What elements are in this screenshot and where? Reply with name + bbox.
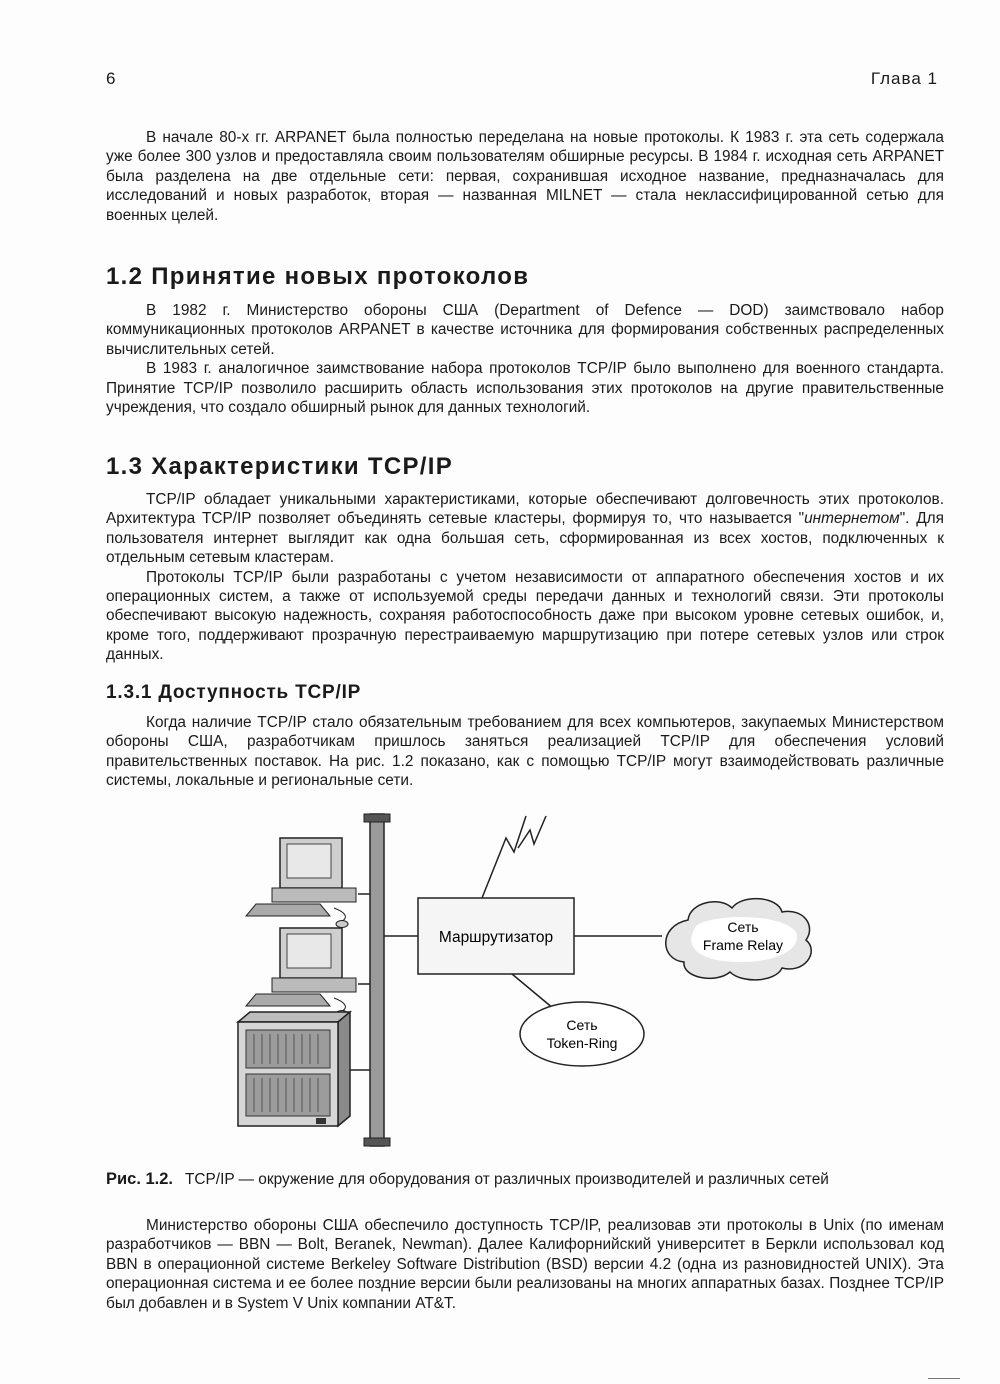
frame-relay-label-line1: Сеть bbox=[727, 919, 759, 935]
mainframe-icon bbox=[238, 1012, 350, 1126]
section-heading-1-2: 1.2 Принятие новых протоколов bbox=[106, 263, 530, 290]
footer-rule bbox=[928, 1378, 960, 1379]
section-1-3-1-body bbox=[106, 713, 944, 791]
paragraph: В 1982 г. Министерство обороны США (Department of Defence — DOD) заимствовало набор коммуникационных протоколов ARPANET в качестве источника для формирования собственных распределенных вычислительных сетей. bbox=[106, 302, 944, 358]
frame-relay-label-line2: Frame Relay bbox=[702, 937, 784, 953]
network-backbone bbox=[364, 814, 390, 1146]
workstation-icon bbox=[246, 838, 356, 928]
figure-caption-label: Рис. 1.2. bbox=[106, 1170, 174, 1188]
paragraph-text: TCP/IP обладает уникальными характеристиками, которые обеспечивают долговечность этих протоколов. Архитектура TCP/IP позволяет объединять сетевые кластеры, формируя то, что называется " bbox=[106, 491, 944, 528]
italic-term: интернетом bbox=[804, 510, 900, 528]
page-number: 6 bbox=[106, 69, 116, 88]
paragraph: Министерство обороны США обеспечило доступность TCP/IP, реализовав эти протоколы в Unix (по именам разработчиков — BBN — Bolt, Beranek, Newman). Далее Калифорнийский университет в Беркли использовал код BBN в операционной системе Berkeley Software Distribution (BSD) версии 4.2 (одна из разновидностей UNIX). Эта операционная система и ее более поздние версии были реализованы на многих аппаратных базах. Позднее TCP/IP был добавлен и в System V Unix компании AT&T. bbox=[106, 1217, 944, 1312]
paragraph: В начале 80-х гг. ARPANET была полностью переделана на новые протоколы. К 1983 г. эта сеть содержала уже более 300 узлов и предоставляла своим пользователям обширные ресурсы. В 1984 г. исходная сеть ARPANET была разделена на две отдельные сети: первая, сохранившая исходное название, предназначалась для исследований и новых разработок, вторая — названная MILNET — стала неклассифицированной сетью для военных целей. bbox=[106, 129, 944, 224]
figure-1-2 bbox=[220, 808, 860, 1158]
intro-block bbox=[106, 128, 944, 225]
figure-caption-text: TCP/IP — окружение для оборудования от различных производителей и различных сетей bbox=[185, 1171, 829, 1188]
paragraph: Когда наличие TCP/IP стало обязательным требованием для всех компьютеров, закупаемых Министерством обороны США, разработчикам пришлось заняться реализацией TCP/IP для обеспечения условий правительственных поставок. На рис. 1.2 показано, как с помощью TCP/IP могут взаимодействовать различные системы, локальные и региональные сети. bbox=[106, 714, 944, 790]
figure-caption bbox=[106, 1170, 944, 1189]
router-label: Маршрутизатор bbox=[438, 929, 554, 946]
paragraph: Протоколы TCP/IP были разработаны с учетом независимости от аппаратного обеспечения хостов и их операционных систем, а также от используемой среды передачи данных и технологий связи. Эти протоколы обеспечивают высокую надежность, сохраняя работоспособность даже при высоком уровне сетевых ошибок, и, кроме того, поддерживают прозрачную перестраиваемую маршрутизацию при потере сетевых узлов или строк данных. bbox=[106, 568, 944, 664]
section-1-2-body bbox=[106, 301, 944, 417]
chapter-title: Глава 1 bbox=[870, 69, 938, 88]
section-heading-1-3-1: 1.3.1 Доступность TCP/IP bbox=[106, 682, 362, 703]
paragraph-text: ". Для пользователя интернет выглядит как одна большая сеть, сформированная из всех хостов, подключенных к отдельным сетевым кластерам. bbox=[106, 510, 944, 567]
paragraph: В 1983 г. аналогичное заимствование набора протоколов TCP/IP было выполнено для военного стандарта. Принятие TCP/IP позволило расширить область использования этих протоколов на другие правительственные учреждения, что создало обширный рынок для данных технологий. bbox=[106, 360, 944, 417]
token-ring-ellipse bbox=[520, 1002, 644, 1066]
token-ring-label-line2: Token-Ring bbox=[546, 1035, 618, 1051]
page-header bbox=[106, 69, 938, 93]
section-1-3-body bbox=[106, 490, 944, 665]
token-ring-label-line1: Сеть bbox=[566, 1017, 598, 1033]
paragraph bbox=[106, 490, 944, 568]
closing-block bbox=[106, 1216, 944, 1313]
section-heading-1-3: 1.3 Характеристики TCP/IP bbox=[106, 453, 454, 480]
wan-link-icon bbox=[482, 816, 546, 898]
workstation-icon bbox=[246, 928, 356, 1018]
